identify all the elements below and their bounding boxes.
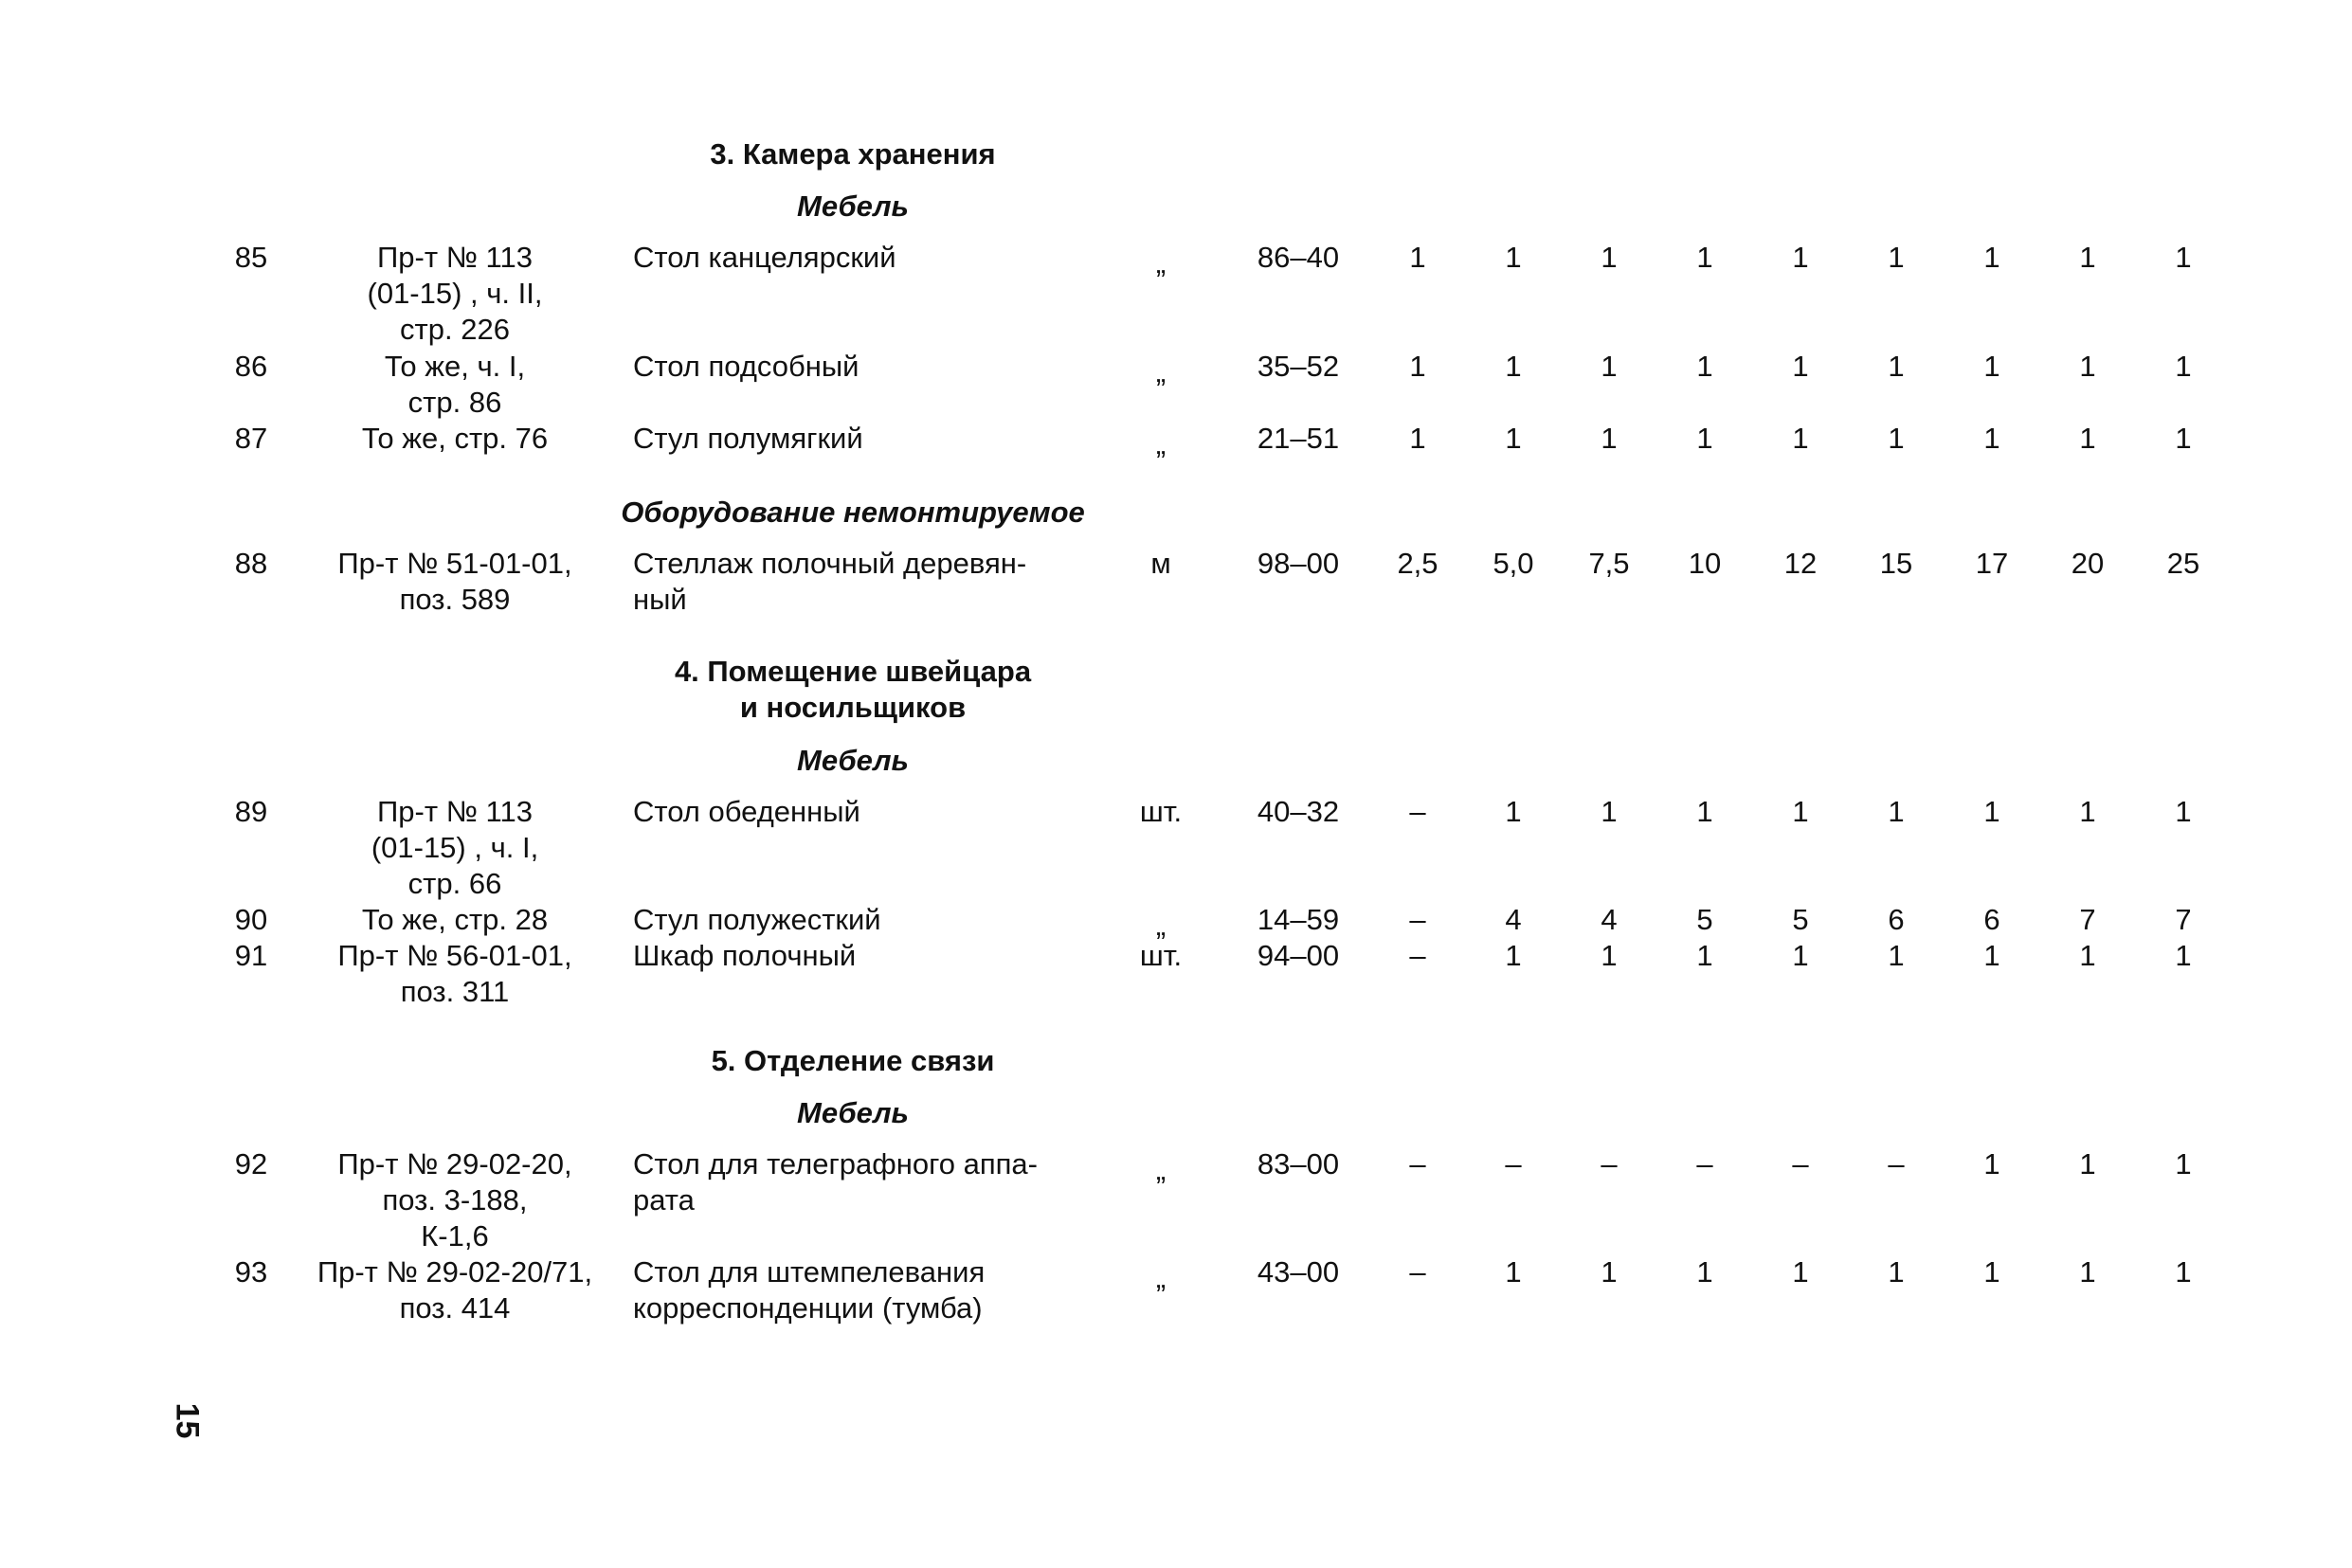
row-price: 94–00 — [1257, 939, 1340, 972]
row-qty: 1 — [1888, 350, 1905, 383]
row-qty: 1 — [1601, 350, 1618, 383]
row-qty: 1 — [2175, 1147, 2192, 1181]
row-qty: 1 — [1409, 350, 1426, 383]
row-reference: То же, стр. 28 — [361, 903, 549, 936]
row-qty: 1 — [2079, 939, 2096, 972]
row-qty: 5,0 — [1493, 547, 1534, 580]
row-qty: – — [1409, 939, 1426, 972]
row-qty: 1 — [2175, 241, 2192, 274]
row-qty: 7,5 — [1588, 547, 1630, 580]
row-qty: – — [1888, 1147, 1905, 1181]
row-item-name: Стол подсобный — [633, 350, 859, 383]
row-qty: 1 — [2175, 350, 2192, 383]
row-qty: 5 — [1792, 903, 1809, 936]
row-unit: „ — [1155, 246, 1167, 279]
row-item-name: Стол обеденный — [633, 795, 860, 828]
row-qty: 1 — [1409, 422, 1426, 455]
row-reference: Пр-т № 113 (01-15) , ч. II, стр. 226 — [367, 241, 543, 346]
row-unit: „ — [1155, 427, 1167, 460]
row-qty: 1 — [2079, 422, 2096, 455]
row-item-name: Шкаф полочный — [633, 939, 857, 972]
row-qty: 1 — [1505, 939, 1522, 972]
row-qty: 1 — [1696, 1255, 1713, 1289]
row-reference: Пр-т № 29-02-20, поз. 3-188, К-1,6 — [337, 1147, 572, 1253]
row-qty: 1 — [1888, 241, 1905, 274]
row-reference: Пр-т № 51-01-01, поз. 589 — [337, 547, 572, 616]
row-qty: – — [1409, 795, 1426, 828]
row-reference: Пр-т № 113 (01-15) , ч. I, стр. 66 — [371, 795, 539, 900]
row-reference: То же, ч. I, стр. 86 — [384, 350, 526, 419]
row-qty: 1 — [1792, 939, 1809, 972]
row-qty: 1 — [1696, 350, 1713, 383]
row-qty: 1 — [1888, 939, 1905, 972]
row-qty: – — [1505, 1147, 1522, 1181]
row-qty: – — [1409, 1255, 1426, 1289]
row-item-name: Стол для штемпелевания корреспонденции (тумба) — [633, 1255, 986, 1325]
row-item-name: Стеллаж полочный деревян- ный — [633, 547, 1027, 616]
row-qty: 1 — [1888, 422, 1905, 455]
row-qty: 4 — [1601, 903, 1618, 936]
group-subtitle-furniture: Мебель — [797, 1096, 909, 1129]
row-reference: Пр-т № 29-02-20/71, поз. 414 — [317, 1255, 593, 1325]
row-qty: 1 — [1696, 939, 1713, 972]
row-price: 40–32 — [1257, 795, 1340, 828]
row-qty: 1 — [1792, 422, 1809, 455]
row-qty: 1 — [1983, 1255, 2000, 1289]
row-qty: 1 — [1601, 241, 1618, 274]
row-number: 92 — [234, 1147, 268, 1181]
row-qty: 12 — [1783, 547, 1818, 580]
row-unit: шт. — [1139, 795, 1183, 828]
row-qty: 1 — [1505, 795, 1522, 828]
row-qty: 5 — [1696, 903, 1713, 936]
row-qty: 1 — [1792, 241, 1809, 274]
row-qty: 1 — [1505, 350, 1522, 383]
row-number: 91 — [234, 939, 268, 972]
row-number: 85 — [234, 241, 268, 274]
row-price: 43–00 — [1257, 1255, 1340, 1289]
row-qty: 1 — [2079, 1255, 2096, 1289]
row-price: 86–40 — [1257, 241, 1340, 274]
row-qty: 1 — [2175, 939, 2192, 972]
row-qty: 1 — [1792, 350, 1809, 383]
row-qty: 6 — [1888, 903, 1905, 936]
row-qty: 1 — [1983, 241, 2000, 274]
row-qty: – — [1601, 1147, 1618, 1181]
row-qty: 1 — [2079, 795, 2096, 828]
row-number: 87 — [234, 422, 268, 455]
row-item-name: Стол для телеграфного аппа- рата — [633, 1147, 1038, 1217]
row-qty: 1 — [1505, 1255, 1522, 1289]
row-price: 35–52 — [1257, 350, 1340, 383]
row-price: 21–51 — [1257, 422, 1340, 455]
row-qty: 1 — [1888, 795, 1905, 828]
row-qty: 7 — [2175, 903, 2192, 936]
row-qty: 1 — [2079, 241, 2096, 274]
row-qty: 1 — [1983, 939, 2000, 972]
row-item-name: Стул полумягкий — [633, 422, 863, 455]
row-number: 90 — [234, 903, 268, 936]
row-item-name: Стол канцелярский — [633, 241, 896, 274]
row-qty: 1 — [2175, 795, 2192, 828]
row-unit: „ — [1155, 1153, 1167, 1186]
row-qty: 4 — [1505, 903, 1522, 936]
row-qty: 1 — [1505, 241, 1522, 274]
row-price: 83–00 — [1257, 1147, 1340, 1181]
row-qty: 1 — [1601, 422, 1618, 455]
row-unit: м — [1150, 547, 1171, 580]
page-number: 15 — [169, 1402, 206, 1439]
row-qty: 1 — [1696, 795, 1713, 828]
section-title-porters: 4. Помещение швейцара и носильщиков — [674, 655, 1032, 724]
row-number: 93 — [234, 1255, 268, 1289]
row-item-name: Стул полужесткий — [633, 903, 881, 936]
row-qty: 1 — [1409, 241, 1426, 274]
row-qty: 2,5 — [1397, 547, 1438, 580]
row-qty: – — [1792, 1147, 1809, 1181]
row-price: 14–59 — [1257, 903, 1340, 936]
row-qty: 1 — [2175, 1255, 2192, 1289]
section-title-storage: 3. Камера хранения — [710, 137, 996, 171]
group-subtitle-equipment: Оборудование немонтируемое — [621, 496, 1085, 529]
row-qty: 1 — [1983, 795, 2000, 828]
row-qty: 1 — [1601, 939, 1618, 972]
group-subtitle-furniture: Мебель — [797, 189, 909, 223]
section-title-post-office: 5. Отделение связи — [711, 1044, 995, 1077]
row-qty: 25 — [2166, 547, 2200, 580]
row-number: 89 — [234, 795, 268, 828]
row-number: 86 — [234, 350, 268, 383]
row-qty: 6 — [1983, 903, 2000, 936]
row-qty: 1 — [2079, 1147, 2096, 1181]
row-unit: шт. — [1139, 939, 1183, 972]
group-subtitle-furniture: Мебель — [797, 744, 909, 777]
row-qty: 1 — [2175, 422, 2192, 455]
row-price: 98–00 — [1257, 547, 1340, 580]
row-qty: 15 — [1879, 547, 1913, 580]
row-qty: 1 — [1792, 1255, 1809, 1289]
row-qty: 7 — [2079, 903, 2096, 936]
row-qty: 20 — [2071, 547, 2105, 580]
row-qty: 1 — [1983, 350, 2000, 383]
row-reference: Пр-т № 56-01-01, поз. 311 — [337, 939, 572, 1008]
row-unit: „ — [1155, 909, 1167, 942]
row-qty: 1 — [1792, 795, 1809, 828]
row-qty: 1 — [1888, 1255, 1905, 1289]
row-qty: 10 — [1688, 547, 1722, 580]
row-qty: 1 — [1696, 241, 1713, 274]
row-reference: То же, стр. 76 — [361, 422, 549, 455]
row-number: 88 — [234, 547, 268, 580]
row-qty: 17 — [1975, 547, 2009, 580]
row-qty: 1 — [2079, 350, 2096, 383]
row-qty: 1 — [1983, 422, 2000, 455]
row-qty: 1 — [1505, 422, 1522, 455]
row-qty: 1 — [1696, 422, 1713, 455]
row-unit: „ — [1155, 1261, 1167, 1294]
row-qty: 1 — [1601, 795, 1618, 828]
row-qty: – — [1696, 1147, 1713, 1181]
row-qty: 1 — [1601, 1255, 1618, 1289]
row-qty: – — [1409, 903, 1426, 936]
row-unit: „ — [1155, 355, 1167, 388]
row-qty: 1 — [1983, 1147, 2000, 1181]
row-qty: – — [1409, 1147, 1426, 1181]
